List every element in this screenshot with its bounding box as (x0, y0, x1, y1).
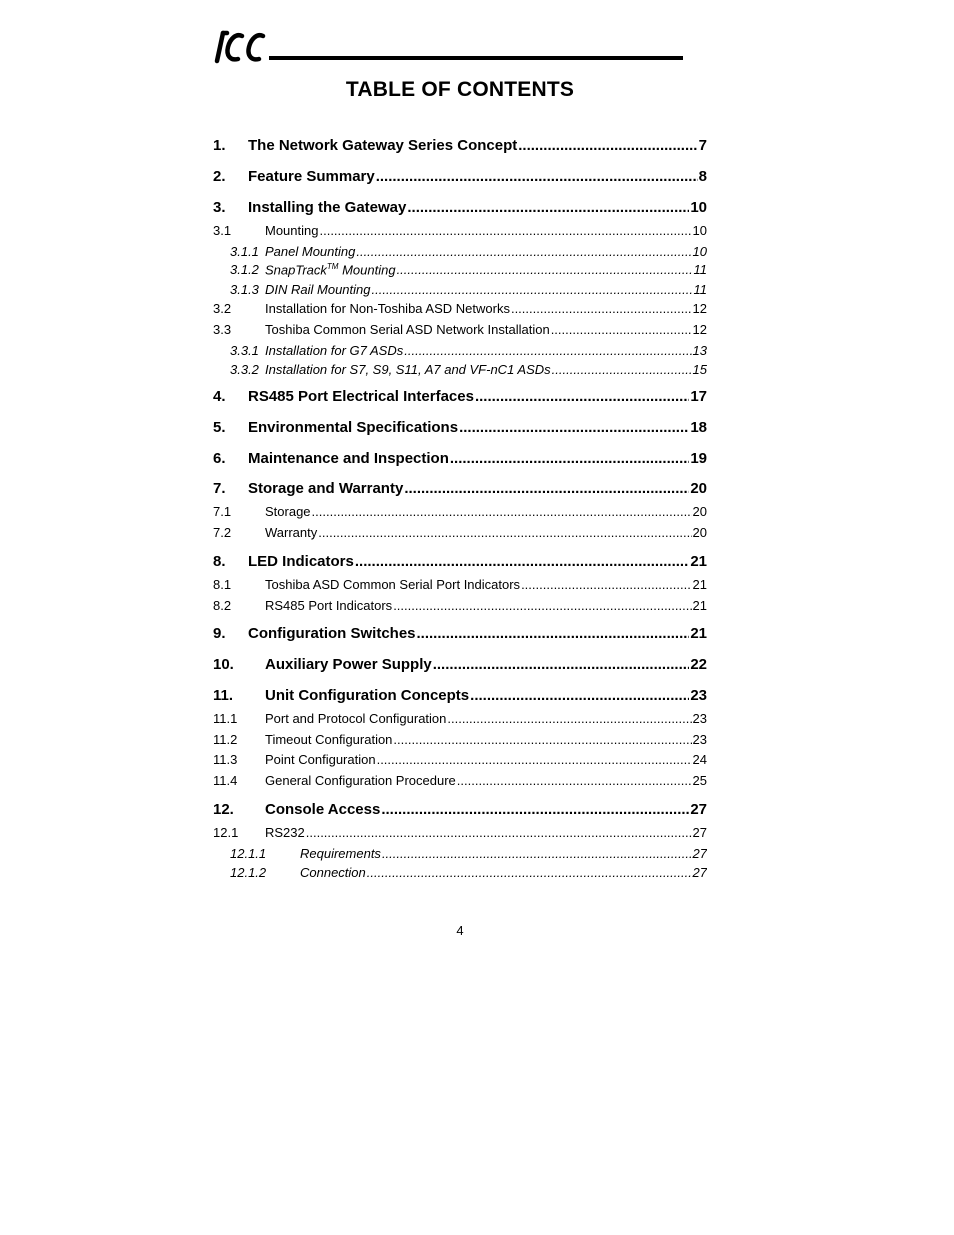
toc-entry[interactable]: 3.3.1 Installation for G7 ASDs ..... 13 (213, 343, 707, 361)
toc-entry[interactable]: 2. Feature Summary ..... 8 (213, 168, 707, 188)
toc-entry[interactable]: 10. Auxiliary Power Supply ..... 22 (213, 656, 707, 676)
page-number: 4 (456, 923, 464, 938)
toc-entry[interactable]: 1. The Network Gateway Series Concept ..... 7 (213, 137, 707, 157)
toc-entry[interactable]: 4. RS485 Port Electrical Interfaces ..... 17 (213, 388, 707, 408)
toc-entry[interactable]: 12.1.1 Requirements ..... 27 (213, 846, 707, 864)
toc-entry[interactable]: 11. Unit Configuration Concepts ..... 23 (213, 687, 707, 707)
page-title: TABLE OF CONTENTS (345, 78, 575, 101)
toc-entry[interactable]: 7.2 Warranty ..... 20 (213, 525, 707, 543)
toc-entry[interactable]: 6. Maintenance and Inspection ..... 19 (213, 450, 707, 470)
toc-entry[interactable]: 3.1.1 Panel Mounting ..... 10 (213, 244, 707, 262)
toc-entry[interactable]: 7. Storage and Warranty ..... 20 (213, 480, 707, 500)
toc-entry[interactable]: 11.1 Port and Protocol Configuration ..... 23 (213, 711, 707, 729)
toc-entry[interactable]: 8. LED Indicators ..... 21 (213, 553, 707, 573)
toc-entry[interactable]: 3. Installing the Gateway ..... 10 (213, 199, 707, 219)
toc-entry[interactable]: 12.1 RS232 ..... 27 (213, 825, 707, 843)
toc-entry[interactable]: 7.1 Storage ..... 20 (213, 504, 707, 522)
toc-entry[interactable]: 8.2 RS485 Port Indicators ..... 21 (213, 598, 707, 616)
toc-entry[interactable]: 3.3.2 Installation for S7, S9, S11, A7 and VF-nC1 ASDs ..... 15 (213, 362, 707, 380)
toc-entry[interactable]: 12. Console Access ..... 27 (213, 801, 707, 821)
page-header (213, 30, 683, 64)
toc-entry[interactable]: 8.1 Toshiba ASD Common Serial Port Indicators ..... 21 (213, 577, 707, 595)
toc-entry[interactable]: 3.1.2 SnapTrack™ Mounting ..... 11 (213, 262, 707, 280)
toc-entry[interactable]: 11.2 Timeout Configuration ..... 23 (213, 732, 707, 750)
icc-logo-icon (213, 30, 269, 64)
toc-entry[interactable]: 3.2 Installation for Non-Toshiba ASD Networks ..... 12 (213, 301, 707, 319)
toc-entry[interactable]: 12.1.2 Connection ..... 27 (213, 865, 707, 883)
toc-entry[interactable]: 9. Configuration Switches ..... 21 (213, 625, 707, 645)
toc-entry[interactable]: 11.4 General Configuration Procedure ..... 25 (213, 773, 707, 791)
header-rule (269, 56, 683, 60)
toc-entry[interactable]: 3.1.3 DIN Rail Mounting ..... 11 (213, 282, 707, 300)
toc-entry[interactable]: 5. Environmental Specifications ..... 18 (213, 419, 707, 439)
toc-entry[interactable]: 3.3 Toshiba Common Serial ASD Network Installation ..... 12 (213, 322, 707, 340)
toc-entry[interactable]: 11.3 Point Configuration ..... 24 (213, 752, 707, 770)
toc-entry[interactable]: 3.1 Mounting ..... 10 (213, 223, 707, 241)
